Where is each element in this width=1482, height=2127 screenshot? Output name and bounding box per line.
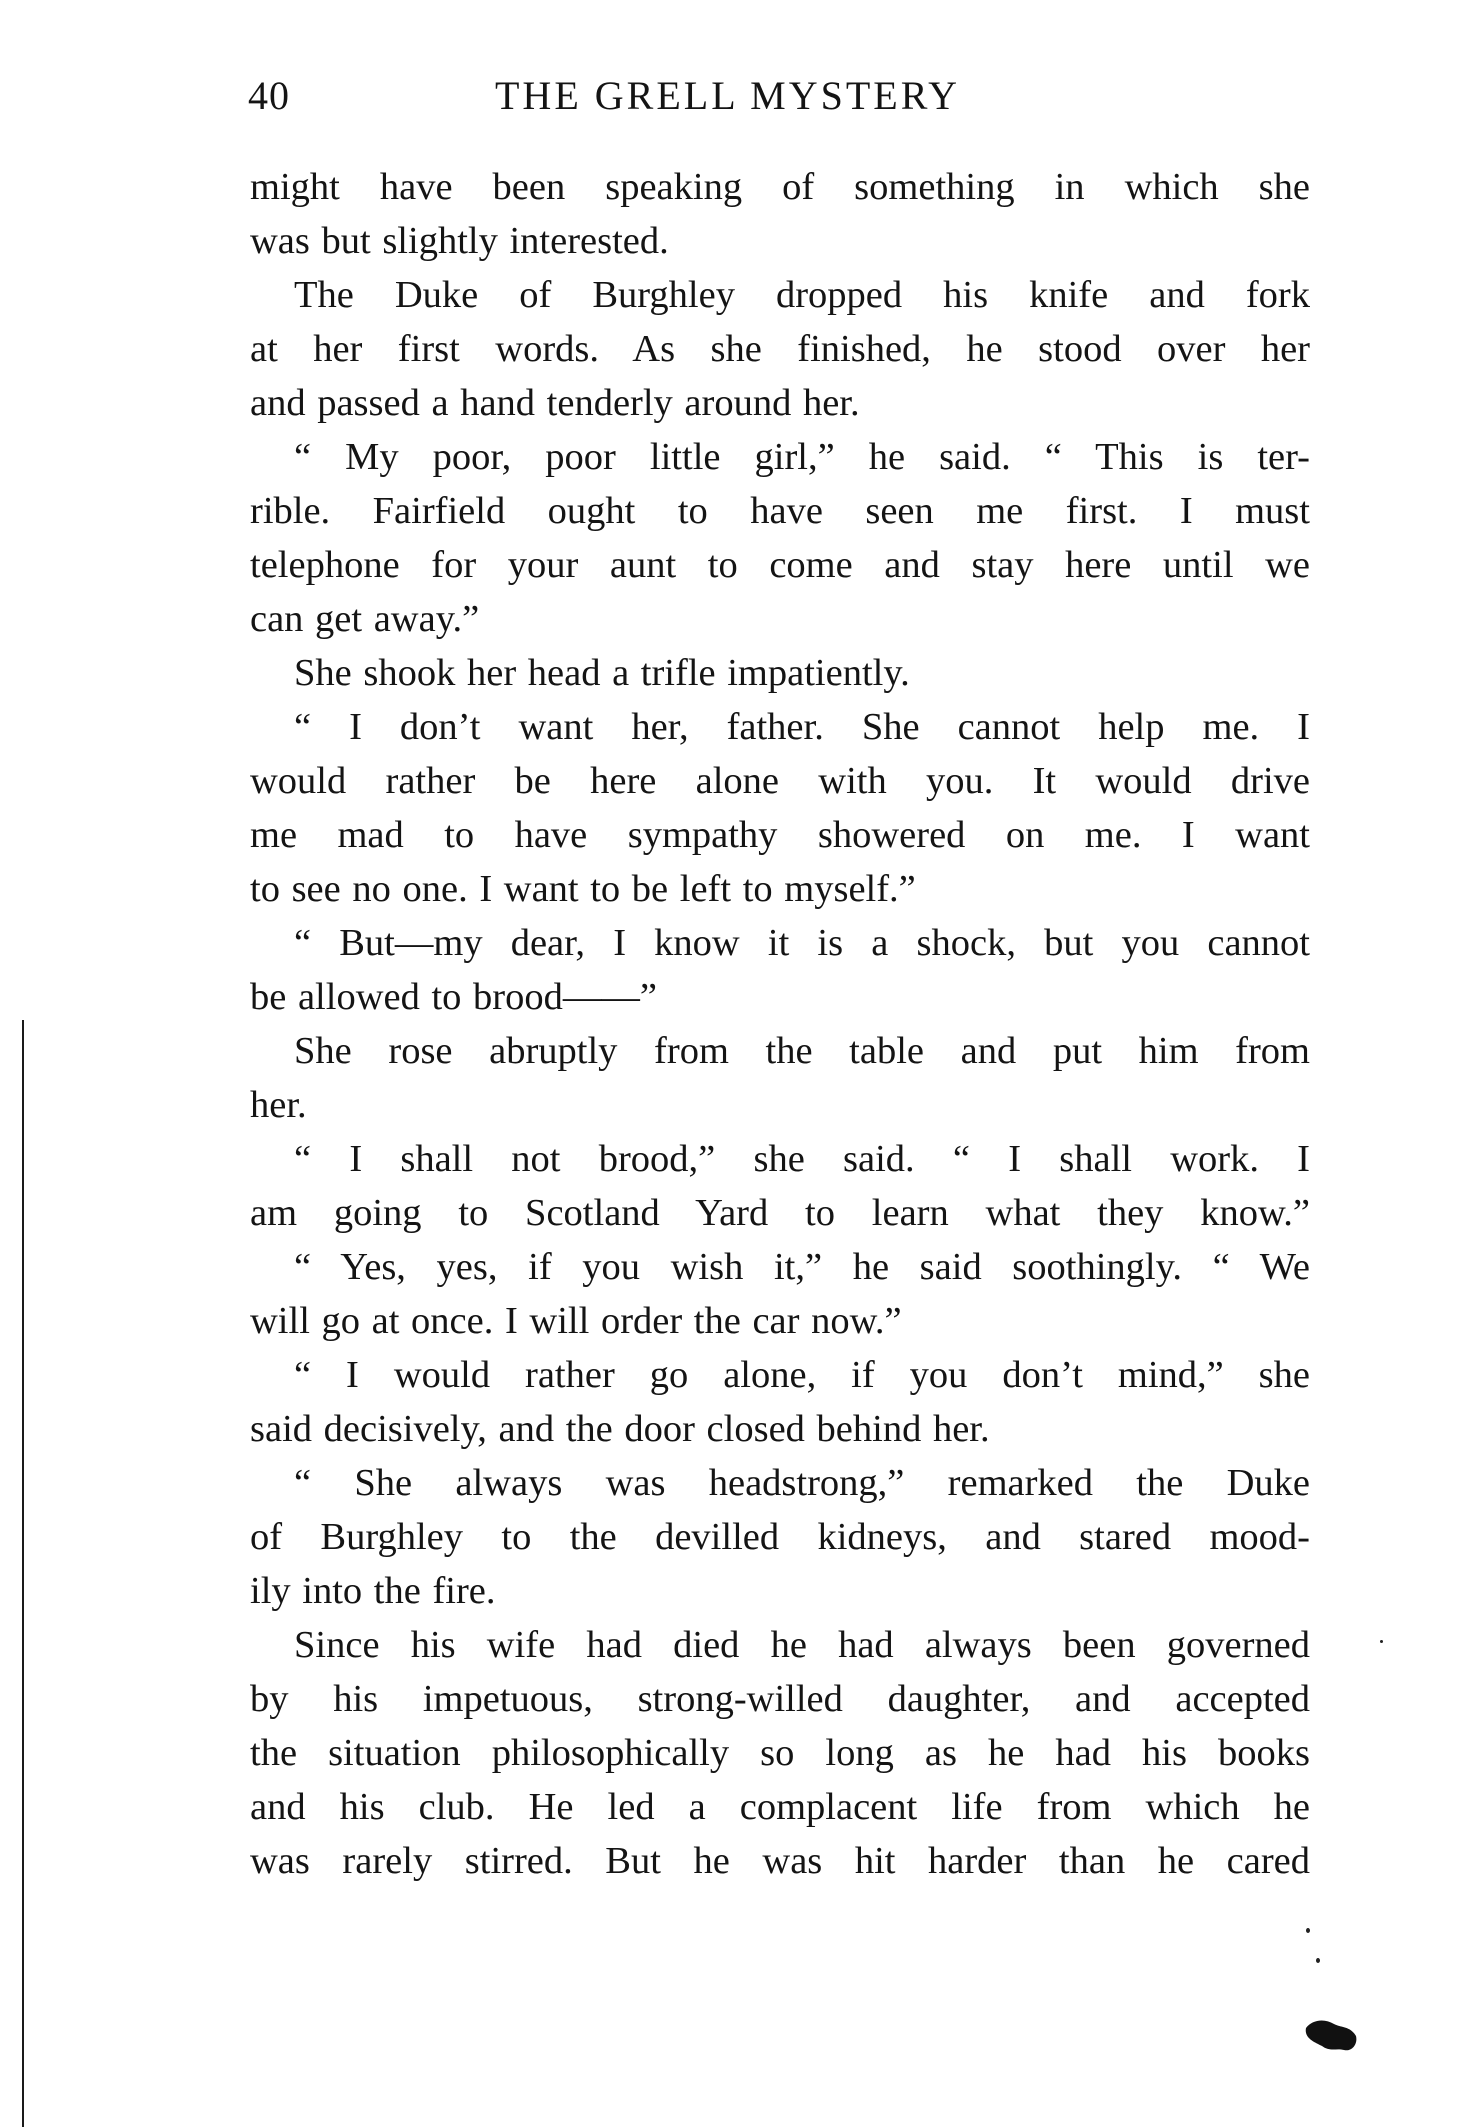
text-line: might have been speaking of something in which she bbox=[250, 166, 1310, 208]
text-line: would rather be here alone with you. It would drive bbox=[250, 760, 1310, 802]
text-line: be allowed to brood——” bbox=[250, 976, 657, 1018]
text-line: “ My poor, poor little girl,” he said. “ This is ter- bbox=[294, 436, 1310, 478]
text-line: She rose abruptly from the table and put him from bbox=[294, 1030, 1310, 1072]
book-title: THE GRELL MYSTERY bbox=[495, 73, 961, 118]
ink-speck bbox=[1306, 1928, 1310, 1933]
text-line: was but slightly interested. bbox=[250, 220, 669, 262]
text-line: was rarely stirred. But he was hit harder than he cared bbox=[250, 1840, 1310, 1882]
text-line: said decisively, and the door closed behind her. bbox=[250, 1408, 990, 1450]
text-line: at her first words. As she finished, he stood over her bbox=[250, 328, 1310, 370]
text-line: “ She always was headstrong,” remarked the Duke bbox=[294, 1462, 1310, 1504]
text-line: She shook her head a trifle impatiently. bbox=[294, 652, 910, 694]
text-line: to see no one. I want to be left to myself.” bbox=[250, 868, 916, 910]
text-line: “ I would rather go alone, if you don’t mind,” she bbox=[294, 1354, 1310, 1396]
text-line: of Burghley to the devilled kidneys, and stared mood- bbox=[250, 1516, 1310, 1558]
body-text bbox=[250, 160, 1310, 1888]
text-line: and passed a hand tenderly around her. bbox=[250, 382, 860, 424]
text-line: “ I don’t want her, father. She cannot help me. I bbox=[294, 706, 1310, 748]
text-line: the situation philosophically so long as he had his books bbox=[250, 1732, 1310, 1774]
page-number: 40 bbox=[248, 73, 290, 118]
text-line: by his impetuous, strong-willed daughter, and accepted bbox=[250, 1678, 1310, 1720]
text-line: rible. Fairfield ought to have seen me first. I must bbox=[250, 490, 1310, 532]
text-line: Since his wife had died he had always been governed bbox=[294, 1624, 1310, 1666]
text-line: her. bbox=[250, 1084, 307, 1126]
text-line: am going to Scotland Yard to learn what they know.” bbox=[250, 1192, 1310, 1234]
text-line: “ I shall not brood,” she said. “ I shall work. I bbox=[294, 1138, 1310, 1180]
text-line: will go at once. I will order the car now.” bbox=[250, 1300, 902, 1342]
text-line: “ Yes, yes, if you wish it,” he said soothingly. “ We bbox=[294, 1246, 1310, 1288]
running-head bbox=[240, 72, 1300, 132]
text-line: can get away.” bbox=[250, 598, 480, 640]
text-line: “ But—my dear, I know it is a shock, but you cannot bbox=[294, 922, 1310, 964]
text-line: and his club. He led a complacent life from which he bbox=[250, 1786, 1310, 1828]
text-line: ily into the fire. bbox=[250, 1570, 496, 1612]
ink-speck bbox=[1316, 1958, 1320, 1963]
ink-blot bbox=[1304, 2018, 1358, 2054]
text-line: telephone for your aunt to come and stay here until we bbox=[250, 544, 1310, 586]
text-line: The Duke of Burghley dropped his knife and fork bbox=[294, 274, 1310, 316]
text-line: me mad to have sympathy showered on me. I want bbox=[250, 814, 1310, 856]
ink-speck bbox=[1380, 1640, 1383, 1643]
binding-edge-line bbox=[22, 1020, 24, 2127]
